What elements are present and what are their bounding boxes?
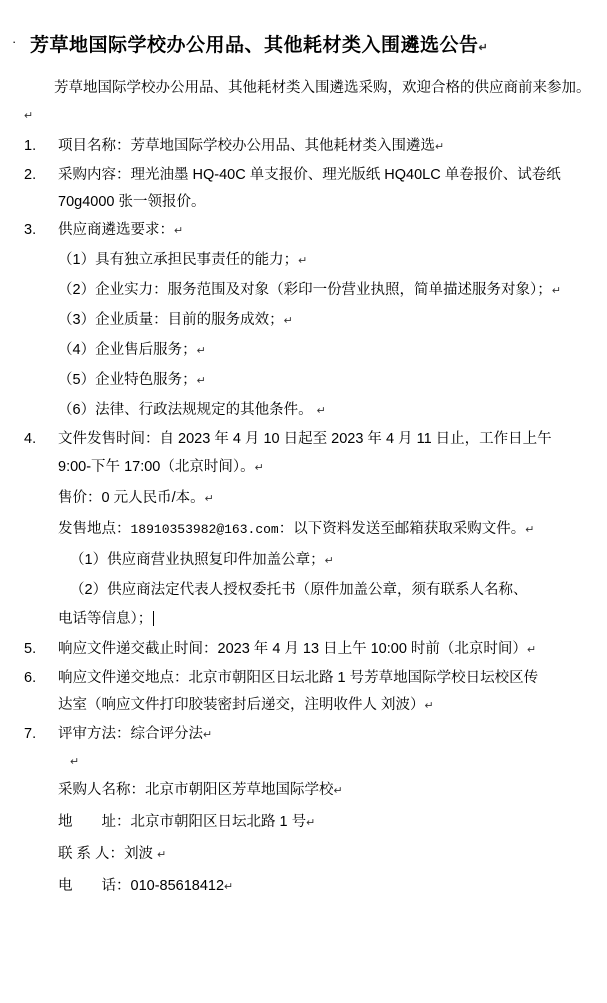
list-item-text: 文件发售时间：自 2023 年 4 月 10 日起至 2023 年 4 月 11 日止，工作日上午: [58, 431, 552, 447]
sub-list-item-text: （6）法律、行政法规规定的其他条件。: [58, 402, 313, 418]
list-item-text: 响应文件递交地点：北京市朝阳区日坛北路 1 号芳草地国际学校日坛校区传: [58, 670, 539, 686]
list-item: [24, 162, 593, 216]
list-item-text: 响应文件递交截止时间：2023 年 4 月 13 日上午 10:00 时前（北京时间）: [58, 641, 527, 657]
list-marker: 4.: [24, 431, 37, 447]
title-bullet-icon: ·: [12, 34, 17, 49]
list-item: [24, 665, 593, 720]
list-item: [24, 426, 593, 453]
item4-sub2-text: （2）供应商法定代表人授权委托书（原件加盖公章，须有联系人名称、: [70, 582, 528, 598]
sub-list-item-text: （5）企业特色服务；: [58, 372, 197, 388]
sub-list-item-text: （1）具有独立承担民事责任的能力；: [58, 252, 299, 268]
pilcrow-mark: ↵: [24, 110, 34, 122]
phone-value: 010-85618412: [130, 878, 225, 894]
pilcrow-mark: ↵: [157, 849, 167, 861]
document-title-row: [0, 30, 607, 57]
item6-cont-text: 达室（响应文件打印胶装密封后递交，注明收件人 刘波）: [58, 697, 425, 713]
item4-sub2: [24, 577, 593, 603]
item4-continuation-time: [24, 454, 593, 482]
sub-list-item-text: （3）企业质量：目前的服务成效；: [58, 312, 284, 328]
list-marker: 3.: [24, 222, 37, 238]
pilcrow-mark: ↵: [298, 255, 308, 267]
item4-time-text: 9:00-下午 17:00（北京时间）。: [58, 459, 255, 475]
pilcrow-mark: ↵: [525, 524, 535, 536]
numbered-list-top: [24, 133, 593, 245]
pilcrow-mark: ↵: [196, 345, 206, 357]
pilcrow-mark: ↵: [435, 141, 445, 153]
list-marker: 1.: [24, 138, 37, 154]
list-item-text: 评审方法：综合评分法: [58, 726, 203, 742]
list-item-continuation: [58, 692, 593, 720]
item4-price-text: 售价：0 元人民币/本。: [58, 490, 205, 506]
blank-line: [24, 750, 593, 773]
pilcrow-mark: ↵: [204, 493, 214, 505]
pilcrow-mark: ↵: [526, 644, 537, 656]
pilcrow-mark: ↵: [283, 315, 293, 327]
numbered-list-item5: [24, 636, 593, 749]
list-marker: 6.: [24, 670, 37, 686]
list-marker: 5.: [24, 641, 37, 657]
sub-list-item-text: （4）企业售后服务；: [58, 342, 197, 358]
item4-price-line: [24, 485, 593, 513]
list-item-text: 采购内容：理光油墨 HQ-40C 单支报价、理光版纸 HQ40LC 单卷报价、试卷纸: [58, 167, 561, 183]
address-label: 地 址：: [58, 814, 131, 830]
list-item-text: 供应商遴选要求：: [58, 222, 174, 238]
sub-list-item: [24, 276, 593, 305]
item4-sale-location-line: [24, 516, 593, 544]
sub-list-item: [24, 246, 593, 275]
sub-list-item: [24, 396, 593, 425]
pilcrow-mark: ↵: [70, 756, 80, 768]
pilcrow-mark: ↵: [254, 462, 264, 474]
buyer-name-value: 北京市朝阳区芳草地国际学校: [145, 782, 334, 798]
item4-sub2-cont-text: 电话等信息）；: [58, 611, 153, 627]
text-cursor: [153, 611, 154, 626]
pilcrow-mark: ↵: [196, 375, 206, 387]
page-title-text: 芳草地国际学校办公用品、其他耗材类入围遴选公告: [30, 35, 479, 56]
address-value: 北京市朝阳区日坛北路 1 号: [130, 814, 307, 830]
pilcrow-mark: ↵: [174, 225, 184, 237]
page-title: [30, 30, 488, 57]
list-marker: 7.: [24, 726, 37, 742]
list-item: [24, 636, 593, 664]
pilcrow-mark: ↵: [316, 405, 326, 417]
contact-person-line: [58, 840, 593, 869]
intro-text: 芳草地国际学校办公用品、其他耗材类入围遴选采购，欢迎合格的供应商前来参加。: [54, 80, 591, 96]
pilcrow-mark: ↵: [333, 785, 343, 797]
buyer-name-label: 采购人名称：: [58, 782, 145, 798]
pilcrow-mark: ↵: [551, 285, 562, 297]
numbered-list-item4: [24, 426, 593, 453]
list-marker: 2.: [24, 167, 37, 183]
item4-sale-prefix: 发售地点：: [58, 521, 131, 537]
document-body: [0, 75, 607, 901]
intro-paragraph: [24, 75, 593, 130]
buyer-name-line: [58, 776, 593, 805]
document-page: [0, 30, 607, 1003]
phone-line: [58, 872, 593, 901]
pilcrow-mark: ↵: [306, 817, 316, 829]
list-item: [24, 217, 593, 245]
list-item-continuation: 70g4000 张一领报价。: [58, 194, 206, 210]
sub-list-item: [24, 336, 593, 365]
contact-block: [24, 776, 593, 901]
pilcrow-mark: ↵: [224, 881, 234, 893]
item4-sub2-continuation: [24, 606, 593, 633]
sub-list-item-text: （2）企业实力：服务范围及对象（彩印一份营业执照，简单描述服务对象）；: [58, 282, 552, 298]
item4-sale-suffix: ：以下资料发送至邮箱获取采购文件。: [278, 521, 526, 537]
list-item: [24, 721, 593, 749]
address-line: [58, 808, 593, 837]
contact-person-label: 联 系 人：: [58, 846, 125, 862]
pilcrow-mark: ↵: [478, 42, 489, 54]
list-item-text: 项目名称：芳草地国际学校办公用品、其他耗材类入围遴选: [58, 138, 435, 154]
sub-list-item: [24, 366, 593, 395]
sub-list-item: [24, 306, 593, 335]
pilcrow-mark: ↵: [424, 700, 434, 712]
item4-sub1: [24, 547, 593, 574]
pilcrow-mark: ↵: [203, 729, 213, 741]
phone-label: 电 话：: [58, 878, 131, 894]
item4-sub1-text: （1）供应商营业执照复印件加盖公章；: [70, 552, 325, 568]
pilcrow-mark: ↵: [324, 555, 334, 567]
email-address[interactable]: 18910353982@163.com: [130, 522, 279, 537]
list-item: [24, 133, 593, 161]
contact-person-value: 刘波: [124, 846, 154, 862]
